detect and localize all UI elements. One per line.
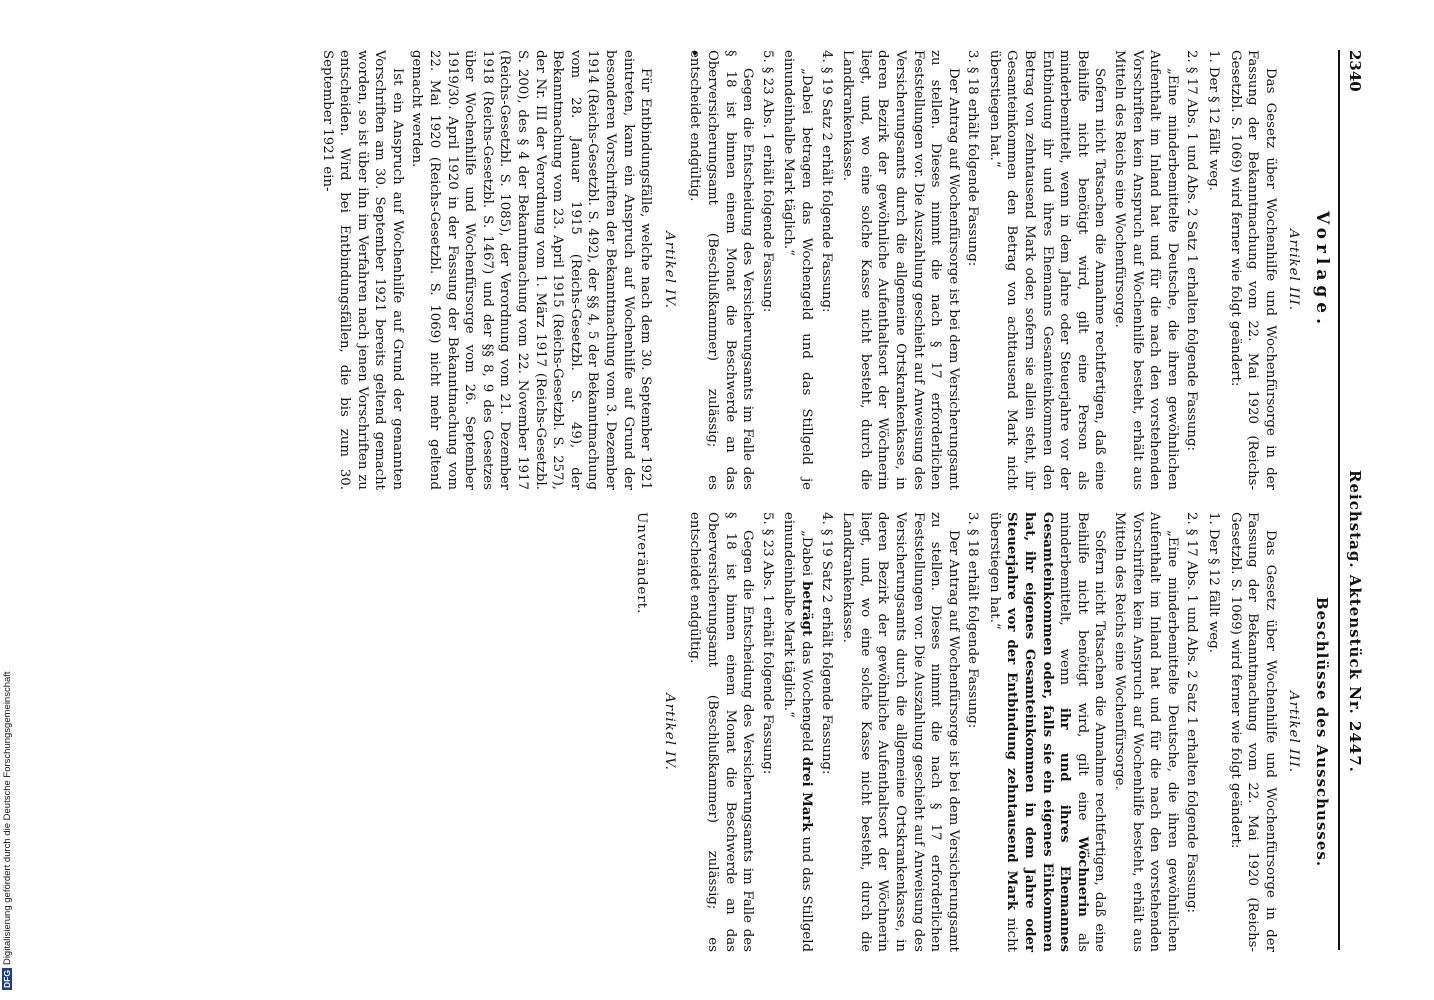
right-intro: Das Gesetz über Wochenhilfe und Wochenfürsorge in der Fassung der Bekanntmachung vom 22. Mai 1920 (Reichs-Gesetzbl. S. 1069) wird ferner wie folgt geändert: [1227, 512, 1278, 952]
left-column-vorlage [316, 50, 1332, 490]
left-item-2: 2. § 17 Abs. 1 und Abs. 2 Satz 1 erhalten folgende Fassung: [1184, 50, 1200, 451]
digitization-credit-text: Digitalisierung gefördert durch die Deutsche Forschungsgemeinschaft [2, 671, 13, 966]
right-item-1: 1. Der § 12 fällt weg. [1206, 512, 1222, 653]
right-quote-3: Der Antrag auf Wochenfürsorge ist bei dem Versicherungsamt zu stellen. Dieses nimmt die nach § 17 erforderlichen Feststellungen vor. Die Auszahlung geschieht auf Anweisung des Versicherungsamts durch die allgemeine Ortskrankenkasse, in deren Bezirk der gewöhnliche Aufenthaltsort der Wöchnerin liegt, und, wo eine solche Kasse nicht besteht, durch die Landkrankenkasse. [840, 512, 961, 952]
right-quote-4-part-a: „Dabei [798, 530, 814, 582]
left-item-3: 3. § 18 erhält folgende Fassung: [965, 50, 981, 267]
dfg-logo: DFG [2, 970, 12, 988]
left-quote-2: Sofern nicht Tatsachen die Annahme rechtfertigen, daß eine Beihilfe nicht benötigt wird, gilt eine Person als minderbemittelt, wenn in dem Jahre oder Steuerjahre vor der Entbindung ihr und ihres Ehemanns Gesamteinkommen den Betrag von zehntausend Mark oder, sofern sie allein steht, ihr Gesamteinkommen den Betrag von achttausend Mark nicht überstiegen hat.“ [986, 50, 1108, 490]
right-quote-4-part-b: das Wochengeld [798, 636, 814, 757]
left-paragraph-2: Ist ein Anspruch auf Wochenhilfe auf Grund der genannten Vorschriften am 30. September 1921 bereits geltend gemacht worden, so ist über ihn im Verfahren nach jenen Vorschriften zu entscheiden. Wird bei Entbindungsfällen, die bis zum 30. September 1921 ein- [319, 50, 405, 490]
right-item-3: 3. § 18 erhält folgende Fassung: [965, 512, 981, 729]
right-quote-2-part-c: nicht überstiegen hat.“ [986, 512, 1020, 952]
right-article-4-unchanged: Unverändert. [634, 512, 650, 615]
right-quote-2-bold-1: Wöchnerin [1074, 836, 1090, 917]
right-quote-2-part-a: Sofern nicht Tatsachen die Annahme rechtfertigen, daß eine Beihilfe nicht benötigt wird, gilt eine [1074, 512, 1108, 952]
right-item-2: 2. § 17 Abs. 1 und Abs. 2 Satz 1 erhalten folgende Fassung: [1184, 512, 1200, 913]
page-header [1338, 50, 1368, 950]
digitization-credit [2, 671, 13, 990]
running-title: Reichstag. Aktenstück Nr. 2447. [1346, 470, 1364, 773]
right-quote-2-part-b: als minderbemittelt, wenn [1057, 512, 1090, 952]
right-quote-2-bold-2: ihr und ihres Ehemannes Gesamteinkommen oder, falls sie ein eigenes Einkommen hat, ihr eigenes Gesamteinkommen in dem Jahre oder Steuerjahre vor der Entbindung zehntausend Mark [1004, 512, 1073, 952]
right-quote-2 [985, 512, 1108, 952]
right-quote-5: Gegen die Entscheidung des Versicherungsamts im Falle des § 18 ist binnen einem Monat die Beschwerde an das Oberversicherungsamt (Beschlußkammer) zulässig; es entscheidet endgültig. [687, 512, 756, 952]
left-article-3-heading: Artikel III. [1286, 229, 1302, 311]
right-article-4-heading: Artikel IV. [661, 693, 677, 771]
document-page [108, 50, 1368, 950]
right-quote-1: „Eine minderbemittelte Deutsche, die ihren gewöhnlichen Aufenthalt im Inland hat und für die nach den vorstehenden Vorschriften kein Anspruch auf Wochenhilfe besteht, erhält aus Mitteln des Reichs eine Wochenfürsorge. [1112, 512, 1180, 952]
left-item-5: 5. § 23 Abs. 1 erhält folgende Fassung: [759, 50, 775, 313]
right-quote-4 [780, 512, 815, 952]
right-quote-4-part-c: und das Stillgeld einundeinhalbe Mark täglich.“ [781, 512, 814, 952]
right-item-5: 5. § 23 Abs. 1 erhält folgende Fassung: [759, 512, 775, 775]
left-quote-5: Gegen die Entscheidung des Versicherungsamts im Falle des § 18 ist binnen einem Monat die Beschwerde an das Oberversicherungsamt (Beschlußkammer) zulässig; es entscheidet endgültig. [687, 50, 756, 490]
right-quote-4-bold-2: drei Mark [798, 756, 814, 832]
left-intro: Das Gesetz über Wochenhilfe und Wochenfürsorge in der Fassung der Bekanntmachung vom 22. Mai 1920 (Reichs-Gesetzbl. S. 1069) wird ferner wie folgt geändert: [1227, 50, 1278, 490]
left-quote-4: „Dabei betragen das Wochengeld und das Stillgeld je einundeinhalbe Mark täglich.“ [781, 50, 814, 490]
left-item-1: 1. Der § 12 fällt weg. [1206, 50, 1222, 191]
right-column-beschluesse [631, 512, 1332, 952]
right-article-3-heading: Artikel III. [1286, 691, 1302, 773]
page-number: 2340 [1346, 50, 1364, 92]
left-column-title: Vorlage. [1312, 210, 1332, 330]
left-item-4: 4. § 19 Satz 2 erhält folgende Fassung: [818, 50, 834, 313]
left-article-4-heading: Artikel IV. [661, 231, 677, 309]
right-item-4: 4. § 19 Satz 2 erhält folgende Fassung: [818, 512, 834, 775]
left-quote-1: „Eine minderbemittelte Deutsche, die ihren gewöhnlichen Aufenthalt im Inland hat und für die nach den vorstehenden Vorschriften kein Anspruch auf Wochenhilfe besteht, erhält aus Mitteln des Reichs eine Wochenfürsorge. [1112, 50, 1180, 490]
left-paragraph-1: Für Entbindungsfälle, welche nach dem 30. September 1921 eintreten, kann ein Anspruch auf Wochenhilfe auf Grund der besonderen Vorschriften der Bekanntmachung vom 3. Dezember 1914 (Reichs-Gesetzbl. S. 492), der §§ 4, 5 der Bekanntmachung vom 28. Januar 1915 (Reichs-Gesetzbl. S. 49), der Bekanntmachung vom 23. April 1915 (Reichs-Gesetzbl. S. 257), der Nr. III der Verordnung vom 1. März 1917 (Reichs-Gesetzbl. S. 200), des § 4 der Bekanntmachung vom 22. November 1917 (Reichs-Gesetzbl. S. 1085), der Verordnung vom 21. Dezember 1918 (Reichs-Gesetzbl. S. 1467) und der §§ 8, 9 des Gesetzes über Wochenhilfe und Wochenfürsorge vom 26. September 1919/30. April 1920 in der Fassung der Bekanntmachung vom 22. Mai 1920 (Reichs-Gesetzbl. S. 1069) nicht mehr geltend gemacht werden. [409, 50, 654, 490]
right-quote-4-bold-1: beträgt [798, 581, 814, 637]
left-quote-3: Der Antrag auf Wochenfürsorge ist bei dem Versicherungsamt zu stellen. Dieses nimmt die nach § 17 erforderlichen Feststellungen vor. Die Auszahlung geschieht auf Anweisung des Versicherungsamts durch die allgemeine Ortskrankenkasse, in deren Bezirk der gewöhnliche Aufenthaltsort der Wöchnerin liegt, und, wo eine solche Kasse nicht besteht, durch die Landkrankenkasse. [840, 50, 961, 490]
right-column-title: Beschlüsse des Ausschusses. [1313, 596, 1331, 868]
